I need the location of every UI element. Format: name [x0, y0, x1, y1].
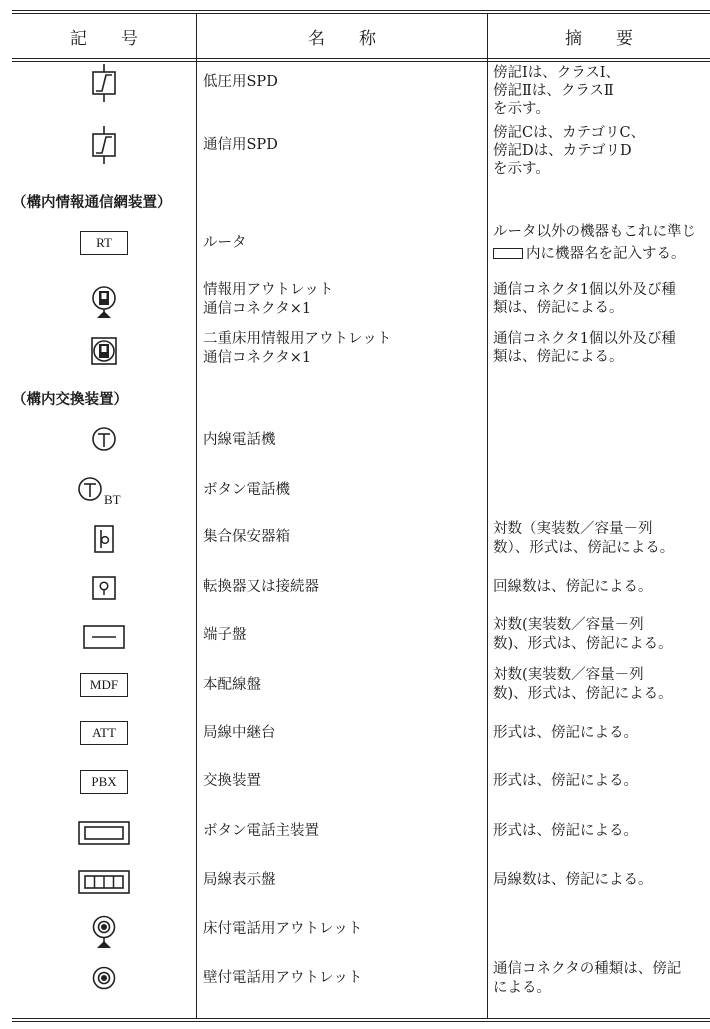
table-row — [12, 516, 710, 566]
row-name: 端子盤 — [203, 627, 247, 643]
double-floor-outlet-icon — [12, 334, 196, 368]
row-name: 情報用アウトレット 通信コネクタ×1 — [203, 282, 334, 317]
wall-phone-outlet-icon — [12, 964, 196, 992]
lightning-arrester-icon — [12, 126, 196, 166]
protector-box-icon — [12, 522, 196, 556]
att-label: ATT — [80, 721, 128, 745]
row-desc: 傍記Cは、カテゴリC、 傍記Dは、カテゴリD を示す。 — [493, 125, 646, 177]
row-desc: 通信コネクタの種類は、傍記 による。 — [493, 961, 682, 996]
router-label: RT — [80, 231, 128, 255]
table-bottom-rule — [12, 1018, 710, 1019]
header-name: 名 称 — [308, 28, 376, 49]
table-row — [12, 812, 710, 860]
table-row — [12, 466, 710, 516]
row-name: 壁付電話用アウトレット — [203, 970, 363, 986]
row-name: ボタン電話機 — [203, 482, 290, 498]
table-row — [12, 664, 710, 714]
table-row — [12, 62, 710, 122]
table-row — [12, 860, 710, 910]
row-desc: 形式は、傍記による。 — [493, 823, 638, 839]
row-desc: 対数(実装数／容量－列 数)、形式は、傍記による。 — [493, 667, 673, 702]
row-name: 通信用SPD — [203, 137, 278, 153]
table-row — [12, 566, 710, 614]
row-name: ルータ — [203, 235, 247, 251]
row-name: ボタン電話主装置 — [203, 823, 319, 839]
table-row — [12, 956, 710, 1014]
button-phone-main-unit-icon — [12, 818, 196, 848]
row-name: 低圧用SPD — [203, 74, 278, 90]
table-row — [12, 418, 710, 464]
router-symbol — [12, 230, 196, 256]
section-heading-info-network: （構内情報通信網装置） — [12, 195, 172, 211]
row-desc-line: ルータ以外の機器もこれに準じ — [493, 224, 696, 240]
row-desc: 形式は、傍記による。 — [493, 773, 638, 789]
table-row — [12, 762, 710, 812]
blank-box-icon — [493, 248, 523, 259]
section-heading-exchange: （構内交換装置） — [12, 392, 128, 408]
row-name: 本配線盤 — [203, 677, 261, 693]
row-desc: 対数(実装数／容量－列 数)、形式は、傍記による。 — [493, 617, 673, 652]
table-row — [12, 714, 710, 762]
extension-phone-icon — [12, 424, 196, 454]
pbx-symbol — [12, 769, 196, 795]
table-top-rule — [12, 10, 710, 11]
header-symbol: 記 号 — [70, 28, 138, 49]
table-row — [12, 910, 710, 956]
row-desc: 回線数は、傍記による。 — [493, 579, 653, 595]
row-name: 集合保安器箱 — [203, 529, 290, 545]
row-name: 局線表示盤 — [203, 872, 276, 888]
table-row — [12, 614, 710, 664]
row-desc: 傍記Ⅰは、クラスⅠ、 傍記Ⅱは、クラスⅡ を示す。 — [493, 65, 621, 117]
lightning-arrester-icon — [12, 64, 196, 104]
table-row — [12, 328, 710, 378]
switch-box-icon — [12, 572, 196, 604]
info-outlet-icon — [12, 284, 196, 320]
pbx-label: PBX — [80, 770, 128, 794]
floor-phone-outlet-icon — [12, 914, 196, 950]
row-desc-line: 内に機器名を記入する。 — [493, 245, 710, 263]
table-row — [12, 278, 710, 328]
row-name: 局線中継台 — [203, 725, 276, 741]
table-row — [12, 220, 710, 268]
table-bottom-rule-inner — [12, 1021, 710, 1022]
row-desc: 対数（実装数／容量－列 数）、形式は、傍記による。 — [493, 521, 675, 556]
row-name: 転換器又は接続器 — [203, 579, 319, 595]
mdf-symbol — [12, 672, 196, 698]
line-display-panel-icon — [12, 867, 196, 897]
terminal-board-icon — [12, 622, 196, 652]
row-name: 床付電話用アウトレット — [203, 921, 363, 937]
table-row — [12, 122, 710, 184]
row-desc: 形式は、傍記による。 — [493, 725, 638, 741]
row-desc: 通信コネクタ1個以外及び種 類は、傍記による。 — [493, 282, 676, 316]
mdf-label: MDF — [80, 673, 128, 697]
button-phone-icon — [12, 474, 196, 508]
row-desc — [493, 223, 710, 263]
row-name: 内線電話機 — [203, 432, 276, 448]
header-summary: 摘 要 — [565, 28, 633, 49]
button-phone-label: BT — [104, 492, 121, 507]
header-bottom-rule — [12, 58, 710, 59]
row-desc: 通信コネクタ1個以外及び種 類は、傍記による。 — [493, 331, 676, 365]
row-desc: 局線数は、傍記による。 — [493, 872, 653, 888]
row-name: 交換装置 — [203, 773, 261, 789]
row-name: 二重床用情報用アウトレット 通信コネクタ×1 — [203, 331, 392, 366]
att-symbol — [12, 720, 196, 746]
